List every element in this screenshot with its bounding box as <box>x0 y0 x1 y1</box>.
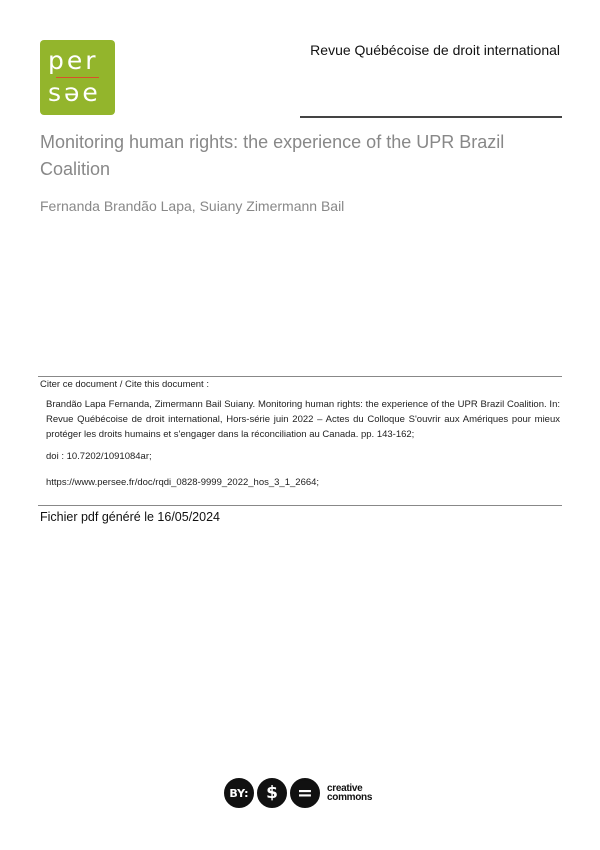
cc-noderivatives-icon: = <box>290 778 320 808</box>
article-title: Monitoring human rights: the experience of the UPR Brazil Coalition <box>40 132 505 179</box>
citation-text: Brandão Lapa Fernanda, Zimermann Bail Suiany. Monitoring human rights: the experience of the UPR Brazil Coalition. In: Revue Québécoise de droit international, Hors-série juin 2022 – Actes du Colloque S'ouvrir aux Amériques pour mieux protéger les droits humains et s'engager dans la réconciliation au Canada. pp. 143-162; <box>46 399 560 440</box>
citation-url[interactable]: https://www.persee.fr/doc/rqdi_0828-9999_2022_hos_3_1_2664; <box>46 477 320 488</box>
cc-wordmark <box>327 784 372 802</box>
cc-by-icon: BY: <box>224 778 254 808</box>
persee-logo <box>40 40 115 115</box>
cc-wordmark-bottom: commons <box>327 792 373 803</box>
journal-name: Revue Québécoise de droit international <box>310 42 560 58</box>
logo-text-bottom: sǝe <box>48 78 101 107</box>
article-authors: Fernanda Brandão Lapa, Suiany Zimermann Bail <box>40 198 345 214</box>
header-divider <box>300 116 562 118</box>
citation-doi: doi : 10.7202/1091084ar; <box>46 451 152 462</box>
cc-noncommercial-icon: $ <box>257 778 287 808</box>
citation-label: Citer ce document / Cite this document : <box>40 379 209 390</box>
logo-text-top: per <box>48 46 99 75</box>
citation-divider-top <box>38 376 562 377</box>
pdf-generated-date: Fichier pdf généré le 16/05/2024 <box>40 510 220 524</box>
citation-divider-bottom <box>38 505 562 506</box>
creative-commons-license-badge[interactable] <box>224 775 376 811</box>
cc-wordmark-top: creative <box>327 783 363 794</box>
